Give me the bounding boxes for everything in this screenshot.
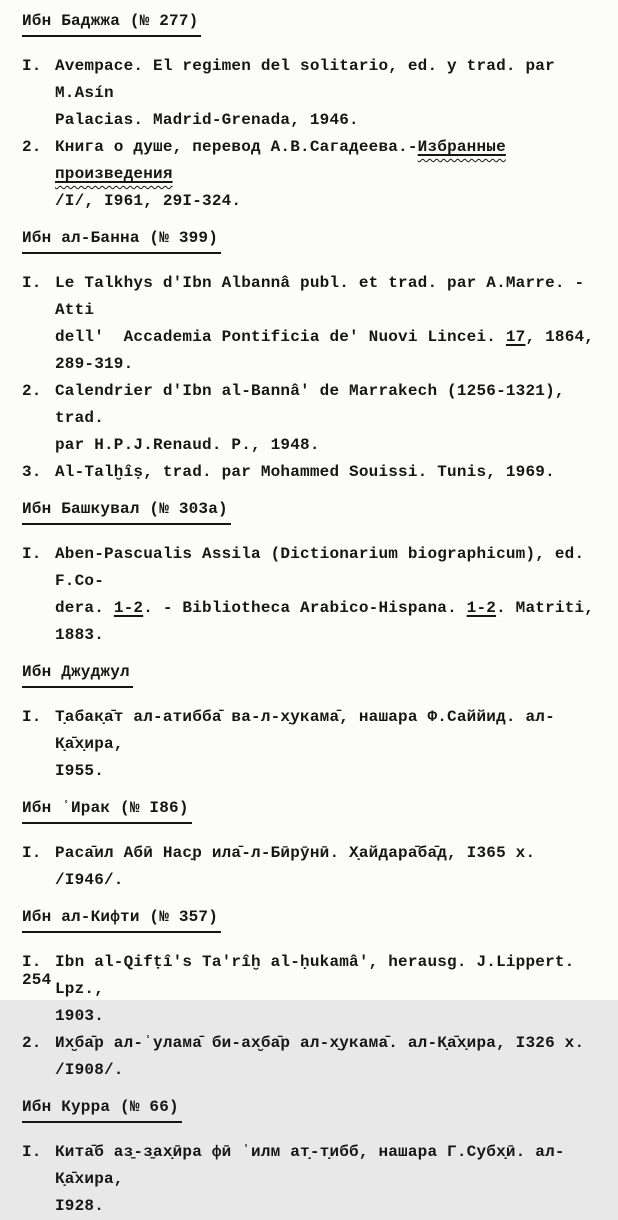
bibliography-entry <box>22 949 604 1030</box>
entry-body <box>55 1139 604 1220</box>
bibliography-section <box>22 1094 604 1220</box>
underlined-text: 17 <box>505 328 526 346</box>
emphasized-title: Избранные <box>417 138 506 156</box>
bibliography-entry <box>22 53 604 134</box>
entry-line: Aben-Pascualis Assila (Dictionarium biographicum), ed. F.Co- <box>55 545 595 590</box>
entry-body <box>55 53 604 134</box>
entry-number: 2. <box>22 382 42 400</box>
entry-line: Т̣абак̣а̄т ал-атибба̄ ва-л-х̣укама̄, нашара Ф.Саййид. ал-К̣а̄х̣ира, <box>55 708 555 753</box>
bibliography-entry <box>22 541 604 649</box>
section-heading: Ибн Баджжа (№ 277) <box>22 8 201 37</box>
entry-number: 3. <box>22 463 42 481</box>
bibliography-section <box>22 904 604 1084</box>
entry-body <box>55 840 604 894</box>
entry-body <box>55 270 604 378</box>
entry-number: I. <box>22 274 42 292</box>
emphasized-title: произведения <box>55 165 173 183</box>
bibliography-section <box>22 8 604 215</box>
entry-line: Calendrier d'Ibn al-Bannâ' de Marrakech (1256-1321), trad. <box>55 382 575 427</box>
entry-number: I. <box>22 545 42 563</box>
entry-number: I. <box>22 844 42 862</box>
bibliography-section <box>22 496 604 649</box>
entry-number: I. <box>22 1143 42 1161</box>
entry-line: Их̮ба̄р ал-ʿулама̄ би-ах̮ба̄р ал-х̣укама̄. ал-К̣а̄х̣ира, I326 х. <box>55 1034 585 1052</box>
bibliography-entry <box>22 459 604 486</box>
entry-line: Раса̄ил Абӣ Нас̣р ила̄-л-Бӣрӯнӣ. Х̣айдара̄ба̄д, I365 х. /I946/. <box>55 844 546 889</box>
entry-line: 289-319. <box>55 355 134 373</box>
section-heading: Ибн ʿИрак (№ I86) <box>22 795 192 824</box>
bibliography-entry <box>22 1139 604 1220</box>
underlined-text: 1-2 <box>466 599 497 617</box>
bibliography-entry <box>22 840 604 894</box>
page-content <box>22 8 604 1220</box>
bibliography-entry <box>22 1030 604 1084</box>
entry-line: Ibn al-Qifṭî's Ta'rîḫ al-ḥukamâ', herausg. J.Lippert. Lpz., <box>55 953 585 998</box>
bibliography-entry <box>22 704 604 785</box>
entry-line: 1883. <box>55 626 105 644</box>
bibliography-entry <box>22 270 604 378</box>
bibliography-section <box>22 225 604 486</box>
entry-line: Le Talkhys d'Ibn Albannâ publ. et trad. par A.Marre. - Atti <box>55 274 595 319</box>
entry-body <box>55 378 604 459</box>
bibliography-entry <box>22 378 604 459</box>
entry-line: dera. 1-2. - Bibliotheca Arabico-Hispana. 1-2. Matriti, <box>55 599 595 617</box>
entry-body <box>55 704 604 785</box>
entry-line: par H.P.J.Renaud. P., 1948. <box>55 436 320 454</box>
entry-line: Кита̄б аз̱-з̱ах̣ӣра фӣ ʿилм ат̣-т̣ибб, нашара Г.Субх̣ӣ. ал-К̣а̄хира, <box>55 1143 565 1188</box>
section-heading: Ибн ал-Банна (№ 399) <box>22 225 221 254</box>
underlined-text: 1-2 <box>113 599 144 617</box>
entry-number: I. <box>22 57 42 75</box>
section-heading: Ибн Башкувал (№ 303а) <box>22 496 231 525</box>
entry-number: I. <box>22 953 42 971</box>
section-heading: Ибн Курра (№ 66) <box>22 1094 182 1123</box>
section-heading: Ибн ал-Кифти (№ 357) <box>22 904 221 933</box>
entry-line: /I/, I961, 29I-324. <box>55 192 242 210</box>
entry-number: I. <box>22 708 42 726</box>
bibliography-section <box>22 795 604 894</box>
bibliography-entry <box>22 134 604 215</box>
entry-number: 2. <box>22 138 42 156</box>
entry-line: Avempace. El regimen del solitario, ed. y trad. par M.Asín <box>55 57 565 102</box>
entry-line: Книга о душе, перевод А.В.Сагадеева.-Избранные произведения <box>55 138 506 183</box>
entry-body <box>55 459 604 486</box>
entry-body <box>55 134 604 215</box>
page-number: 254 <box>22 971 52 989</box>
entry-body <box>55 949 604 1030</box>
section-heading: Ибн Джуджул <box>22 659 133 688</box>
bibliography-section <box>22 659 604 785</box>
entry-line: Al-Talḫîṣ, trad. par Mohammed Souissi. Tunis, 1969. <box>55 463 555 481</box>
entry-line: 1903. <box>55 1007 105 1025</box>
entry-body <box>55 1030 604 1084</box>
entry-body <box>55 541 604 649</box>
entry-line: dell' Accademia Pontificia de' Nuovi Lincei. 17, 1864, <box>55 328 595 346</box>
entry-line: /I908/. <box>55 1061 124 1079</box>
entry-line: Palacias. Madrid-Grenada, 1946. <box>55 111 359 129</box>
entry-line: I928. <box>55 1197 105 1215</box>
entry-line: I955. <box>55 762 105 780</box>
entry-number: 2. <box>22 1034 42 1052</box>
